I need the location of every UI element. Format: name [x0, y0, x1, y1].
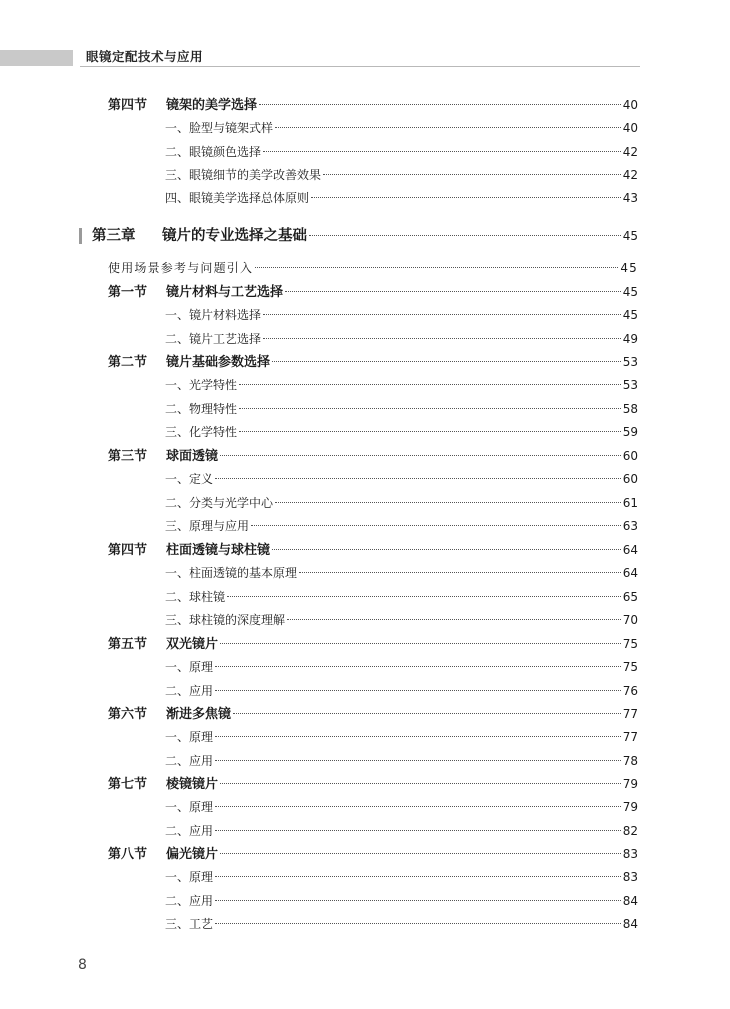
toc-entry-title: 三、化学特性: [165, 425, 238, 439]
toc-subsection-entry: [165, 657, 638, 677]
toc-entry-number: 第七节: [108, 777, 148, 792]
toc-entry-title: 一、原理: [165, 730, 214, 744]
toc-entry-label: [165, 516, 249, 536]
dot-leader: [215, 478, 621, 479]
toc-entry-label: [165, 375, 237, 395]
toc-page-number: 77: [622, 707, 638, 721]
toc-entry-label: [165, 727, 213, 747]
toc-section-entry: [108, 446, 638, 466]
toc-entry-label: [165, 118, 273, 138]
toc-entry-title: 球面透镜: [166, 449, 219, 464]
toc-page-number: 70: [622, 613, 638, 627]
dot-leader: [215, 900, 621, 901]
toc-page-number: 82: [622, 824, 638, 838]
toc-page-number: 63: [622, 519, 638, 533]
toc-subsection-entry: [165, 587, 638, 607]
dot-leader: [259, 104, 621, 105]
toc-section-entry: [108, 704, 638, 724]
toc-entry-title: 一、镜片材料选择: [165, 308, 262, 322]
toc-section-entry: [108, 282, 638, 302]
toc-page-number: 45: [622, 285, 638, 299]
toc-subsection-entry: [165, 681, 638, 701]
toc-entry-label: [165, 751, 213, 771]
toc-entry-number: 第五节: [108, 637, 148, 652]
dot-leader: [263, 151, 621, 152]
toc-entry-title: 一、脸型与镜架式样: [165, 121, 274, 135]
toc-entry-label: [165, 657, 213, 677]
toc-entry-title: 二、应用: [165, 684, 214, 698]
toc-subsection-entry: [165, 563, 638, 583]
toc-subsection-entry: [165, 399, 638, 419]
dot-leader: [215, 830, 621, 831]
toc-page-number: 77: [622, 730, 638, 744]
toc-subsection-entry: [165, 727, 638, 747]
toc-page-number: 59: [622, 425, 638, 439]
toc-entry-label: [165, 469, 213, 489]
toc-subsection-entry: [165, 422, 638, 442]
toc-entry-title: 二、分类与光学中心: [165, 496, 274, 510]
toc-section-entry: [108, 634, 638, 654]
toc-entry-title: 三、工艺: [165, 917, 214, 931]
toc-subsection-entry: [165, 375, 638, 395]
toc-entry-label: [108, 845, 218, 865]
toc-entry-label: [108, 635, 218, 655]
toc-entry-title: 镜片材料与工艺选择: [166, 285, 284, 300]
toc-entry-number: 第三章: [92, 228, 136, 244]
dot-leader: [215, 690, 621, 691]
toc-entry-number: 第八节: [108, 847, 148, 862]
toc-page-number: 78: [622, 754, 638, 768]
dot-leader: [239, 408, 621, 409]
dot-leader: [287, 619, 621, 620]
dot-leader: [220, 455, 621, 456]
dot-leader: [255, 267, 618, 268]
toc-entry-title: 一、原理: [165, 660, 214, 674]
toc-entry-label: [92, 226, 307, 246]
toc-entry-label: [165, 422, 237, 442]
toc-entry-title: 二、应用: [165, 754, 214, 768]
toc-entry-title: 一、原理: [165, 800, 214, 814]
toc-entry-label: [108, 541, 270, 561]
toc-page-number: 60: [622, 472, 638, 486]
toc-page-number: 64: [622, 566, 638, 580]
toc-entry-title: 二、镜片工艺选择: [165, 332, 262, 346]
toc-page-number: 61: [622, 496, 638, 510]
toc-page-number: 40: [622, 121, 638, 135]
toc-entry-title: 偏光镜片: [166, 847, 219, 862]
toc-page-number: 42: [622, 145, 638, 159]
toc-entry-title: 一、定义: [165, 472, 214, 486]
toc-entry-label: [165, 891, 213, 911]
toc-entry-title: 使用场景参考与问题引入: [108, 261, 254, 275]
toc-entry-label: [108, 258, 253, 278]
toc-entry-title: 二、眼镜颜色选择: [165, 145, 262, 159]
toc-section-entry: [108, 844, 638, 864]
toc-entry-title: 棱镜镜片: [166, 777, 219, 792]
toc-chapter-entry: [92, 226, 638, 246]
toc-page-number: 53: [622, 355, 638, 369]
toc-entry-number: 第四节: [108, 98, 148, 113]
toc-page-number: 79: [622, 800, 638, 814]
toc-subsection-entry: [165, 469, 638, 489]
toc-entry-title: 镜片基础参数选择: [166, 355, 271, 370]
toc-section-entry: [108, 774, 638, 794]
toc-page-number: 45: [622, 308, 638, 322]
toc-page-number: 60: [622, 449, 638, 463]
dot-leader: [215, 736, 621, 737]
toc-entry-label: [165, 867, 213, 887]
dot-leader: [220, 643, 621, 644]
dot-leader: [220, 853, 621, 854]
toc-page-number: 84: [622, 917, 638, 931]
toc-entry-label: [165, 493, 273, 513]
chapter-marker-bar: [79, 228, 82, 244]
toc-entry-label: [165, 681, 213, 701]
toc-page-number: 43: [622, 191, 638, 205]
toc-entry-label: [165, 165, 321, 185]
dot-leader: [275, 502, 621, 503]
toc-entry-label: [165, 142, 261, 162]
toc-entry-title: 三、眼镜细节的美学改善效果: [165, 168, 322, 182]
running-header-title: 眼镜定配技术与应用: [86, 49, 204, 64]
dot-leader: [239, 431, 621, 432]
toc-entry-label: [165, 563, 297, 583]
toc-entry-label: [108, 283, 283, 303]
toc-subsection-entry: [165, 610, 638, 630]
toc-section-entry: [108, 352, 638, 372]
toc-page-number: 79: [622, 777, 638, 791]
toc-subsection-entry: [165, 493, 638, 513]
dot-leader: [272, 549, 621, 550]
dot-leader: [251, 525, 621, 526]
toc-entry-number: 第三节: [108, 449, 148, 464]
toc-entry-title: 双光镜片: [166, 637, 219, 652]
dot-leader: [215, 666, 621, 667]
toc-entry-title: 二、物理特性: [165, 402, 238, 416]
toc-entry-label: [165, 914, 213, 934]
dot-leader: [275, 127, 621, 128]
toc-section-entry: [108, 540, 638, 560]
toc-subsection-entry: [165, 891, 638, 911]
toc-entry-number: 第六节: [108, 707, 148, 722]
toc-page-number: 83: [622, 847, 638, 861]
toc-entry-label: [165, 305, 261, 325]
toc-entry-label: [165, 399, 237, 419]
toc-entry-label: [165, 587, 225, 607]
toc-entry-title: 一、光学特性: [165, 378, 238, 392]
toc-subsection-entry: [165, 821, 638, 841]
dot-leader: [299, 572, 621, 573]
toc-page-number: 45: [620, 261, 638, 275]
toc-entry-number: 第一节: [108, 285, 148, 300]
dot-leader: [272, 361, 621, 362]
toc-entry-label: [108, 447, 218, 467]
toc-page-number: 42: [622, 168, 638, 182]
toc-page-number: 45: [622, 229, 638, 243]
toc-entry-label: [108, 353, 270, 373]
toc-entry-label: [108, 705, 231, 725]
toc-subsection-entry: [165, 142, 638, 162]
toc-page-number: 76: [622, 684, 638, 698]
toc-subsection-entry: [108, 258, 638, 278]
dot-leader: [215, 876, 621, 877]
toc-page-number: 84: [622, 894, 638, 908]
toc-entry-label: [165, 821, 213, 841]
toc-subsection-entry: [165, 867, 638, 887]
toc-subsection-entry: [165, 914, 638, 934]
toc-page-number: 75: [622, 660, 638, 674]
toc-entry-title: 镜架的美学选择: [166, 98, 258, 113]
toc-entry-title: 二、球柱镜: [165, 590, 226, 604]
toc-page-number: 40: [622, 98, 638, 112]
toc-subsection-entry: [165, 118, 638, 138]
toc-entry-title: 一、柱面透镜的基本原理: [165, 566, 298, 580]
dot-leader: [285, 291, 621, 292]
dot-leader: [215, 760, 621, 761]
toc-entry-label: [165, 329, 261, 349]
toc-subsection-entry: [165, 797, 638, 817]
toc-subsection-entry: [165, 329, 638, 349]
header-rule: [80, 66, 640, 67]
dot-leader: [309, 235, 621, 236]
toc-entry-number: 第二节: [108, 355, 148, 370]
toc-entry-label: [165, 610, 285, 630]
dot-leader: [220, 783, 621, 784]
dot-leader: [227, 596, 621, 597]
dot-leader: [215, 806, 621, 807]
toc-page-number: 58: [622, 402, 638, 416]
toc-entry-number: 第四节: [108, 543, 148, 558]
toc-entry-title: 镜片的专业选择之基础: [162, 228, 307, 244]
toc-page-number: 53: [622, 378, 638, 392]
dot-leader: [233, 713, 621, 714]
dot-leader: [263, 314, 621, 315]
toc-subsection-entry: [165, 305, 638, 325]
toc-page-number: 65: [622, 590, 638, 604]
dot-leader: [263, 338, 621, 339]
toc-page-number: 64: [622, 543, 638, 557]
page-number: 8: [78, 957, 87, 973]
toc-page-number: 49: [622, 332, 638, 346]
toc-entry-label: [108, 775, 218, 795]
dot-leader: [239, 384, 621, 385]
toc-entry-label: [165, 797, 213, 817]
toc-subsection-entry: [165, 165, 638, 185]
toc-entry-title: 二、应用: [165, 894, 214, 908]
toc-entry-title: 渐进多焦镜: [166, 707, 232, 722]
toc-page-number: 75: [622, 637, 638, 651]
toc-entry-title: 柱面透镜与球柱镜: [166, 543, 271, 558]
header-decor-bar: [0, 50, 73, 66]
toc-entry-title: 三、球柱镜的深度理解: [165, 613, 286, 627]
toc-section-entry: [108, 95, 638, 115]
dot-leader: [323, 174, 621, 175]
toc-subsection-entry: [165, 751, 638, 771]
toc-subsection-entry: [165, 188, 638, 208]
toc-page-number: 83: [622, 870, 638, 884]
dot-leader: [215, 923, 621, 924]
toc-entry-label: [165, 188, 309, 208]
toc-entry-title: 三、原理与应用: [165, 519, 250, 533]
dot-leader: [311, 197, 621, 198]
toc-entry-title: 一、原理: [165, 870, 214, 884]
toc-entry-label: [108, 96, 257, 116]
toc-entry-title: 二、应用: [165, 824, 214, 838]
toc-subsection-entry: [165, 516, 638, 536]
toc-entry-title: 四、眼镜美学选择总体原则: [165, 191, 310, 205]
